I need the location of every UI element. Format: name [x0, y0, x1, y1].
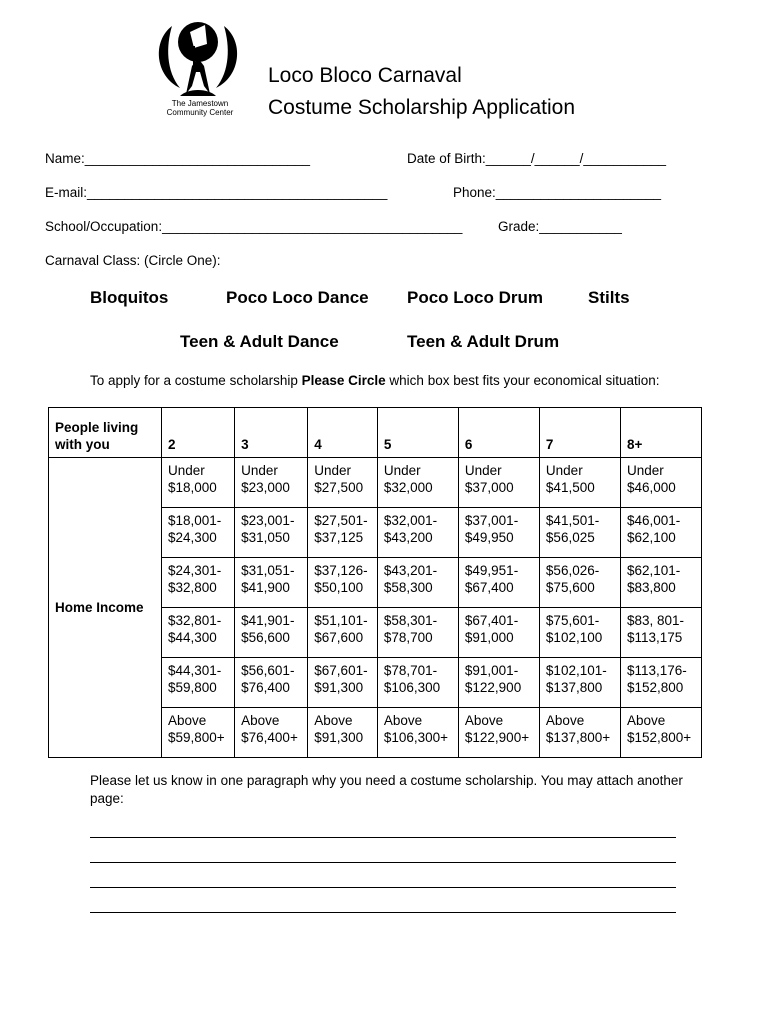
- income-cell[interactable]: $51,101- $67,600: [308, 608, 378, 658]
- income-cell[interactable]: Above $122,900+: [458, 708, 539, 758]
- income-cell[interactable]: Above $137,800+: [539, 708, 620, 758]
- income-cell[interactable]: $102,101- $137,800: [539, 658, 620, 708]
- income-cell[interactable]: Under $23,000: [235, 458, 308, 508]
- class-option-poco-loco-drum[interactable]: Poco Loco Drum: [407, 288, 544, 307]
- income-cell[interactable]: $44,301- $59,800: [162, 658, 235, 708]
- logo-text-line-2: Community Center: [166, 108, 234, 117]
- income-cell[interactable]: $31,051- $41,900: [235, 558, 308, 608]
- people-count: 7: [539, 408, 620, 458]
- people-label-1: People living: [55, 420, 139, 435]
- income-cell[interactable]: $32,801- $44,300: [162, 608, 235, 658]
- phone-field[interactable]: Phone:______________________: [453, 185, 661, 200]
- income-cell[interactable]: $23,001- $31,050: [235, 508, 308, 558]
- income-cell[interactable]: $24,301- $32,800: [162, 558, 235, 608]
- income-cell[interactable]: $56,026- $75,600: [539, 558, 620, 608]
- instruction-before: To apply for a costume scholarship: [90, 373, 302, 388]
- income-cell[interactable]: Under $27,500: [308, 458, 378, 508]
- table-row: [49, 458, 702, 508]
- home-income-label: Home Income: [49, 458, 162, 758]
- name-field[interactable]: Name:______________________________: [45, 151, 311, 166]
- answer-line-1[interactable]: [90, 837, 676, 838]
- carnaval-class-label: Carnaval Class: (Circle One):: [45, 253, 221, 268]
- title-line-2: Costume Scholarship Application: [268, 96, 576, 119]
- page-title: [268, 60, 575, 124]
- grade-field[interactable]: Grade:___________: [498, 219, 622, 234]
- date-of-birth-field[interactable]: Date of Birth:______/______/___________: [407, 151, 666, 166]
- income-cell[interactable]: Above $152,800+: [620, 708, 701, 758]
- income-cell[interactable]: $18,001- $24,300: [162, 508, 235, 558]
- income-cell[interactable]: $37,001- $49,950: [458, 508, 539, 558]
- income-cell[interactable]: $41,901- $56,600: [235, 608, 308, 658]
- people-count: 3: [235, 408, 308, 458]
- income-cell[interactable]: Under $37,000: [458, 458, 539, 508]
- class-option-teen-adult-dance[interactable]: Teen & Adult Dance: [180, 332, 339, 351]
- people-count: 4: [308, 408, 378, 458]
- income-cell[interactable]: $78,701- $106,300: [377, 658, 458, 708]
- income-cell[interactable]: $67,401- $91,000: [458, 608, 539, 658]
- income-cell[interactable]: Under $46,000: [620, 458, 701, 508]
- income-cell[interactable]: Under $32,000: [377, 458, 458, 508]
- people-count: 5: [377, 408, 458, 458]
- income-cell[interactable]: $43,201- $58,300: [377, 558, 458, 608]
- income-table: [48, 407, 702, 758]
- income-cell[interactable]: $32,001- $43,200: [377, 508, 458, 558]
- income-cell[interactable]: $83, 801- $113,175: [620, 608, 701, 658]
- income-cell[interactable]: $67,601- $91,300: [308, 658, 378, 708]
- email-field[interactable]: E-mail:________________________________________: [45, 185, 388, 200]
- class-option-poco-loco-dance[interactable]: Poco Loco Dance: [226, 288, 369, 307]
- income-cell[interactable]: $49,951- $67,400: [458, 558, 539, 608]
- income-cell[interactable]: Above $76,400+: [235, 708, 308, 758]
- income-cell[interactable]: $37,126- $50,100: [308, 558, 378, 608]
- instruction-after: which box best fits your economical situation:: [385, 373, 660, 388]
- income-cell[interactable]: $62,101- $83,800: [620, 558, 701, 608]
- people-count: 6: [458, 408, 539, 458]
- answer-line-2[interactable]: [90, 862, 676, 863]
- school-occupation-field[interactable]: School/Occupation:________________________________________: [45, 219, 463, 234]
- income-cell[interactable]: $41,501- $56,025: [539, 508, 620, 558]
- income-cell[interactable]: $75,601- $102,100: [539, 608, 620, 658]
- people-living-header: [49, 408, 162, 458]
- instruction-text: [90, 373, 660, 388]
- income-cell[interactable]: $58,301- $78,700: [377, 608, 458, 658]
- income-cell[interactable]: $46,001- $62,100: [620, 508, 701, 558]
- logo-text-line-1: The Jamestown: [171, 99, 229, 108]
- people-count: 2: [162, 408, 235, 458]
- income-cell[interactable]: Under $41,500: [539, 458, 620, 508]
- income-cell[interactable]: Above $106,300+: [377, 708, 458, 758]
- people-count: 8+: [620, 408, 701, 458]
- title-line-1: Loco Bloco Carnaval: [268, 64, 462, 87]
- class-option-bloquitos[interactable]: Bloquitos: [90, 288, 169, 307]
- income-cell[interactable]: Above $91,300: [308, 708, 378, 758]
- logo-text: [150, 99, 250, 117]
- class-option-teen-adult-drum[interactable]: Teen & Adult Drum: [407, 332, 560, 351]
- answer-line-3[interactable]: [90, 887, 676, 888]
- income-cell[interactable]: $27,501- $37,125: [308, 508, 378, 558]
- people-label-2: with you: [55, 437, 110, 452]
- class-option-stilts[interactable]: Stilts: [588, 288, 630, 307]
- income-cell[interactable]: Under $18,000: [162, 458, 235, 508]
- income-cell[interactable]: $91,001- $122,900: [458, 658, 539, 708]
- table-header-row: [49, 408, 702, 458]
- instruction-bold: Please Circle: [301, 373, 386, 388]
- income-cell[interactable]: $56,601- $76,400: [235, 658, 308, 708]
- paragraph-prompt: Please let us know in one paragraph why you need a costume scholarship. You may attach another page:: [90, 773, 683, 806]
- income-cell[interactable]: $113,176- $152,800: [620, 658, 701, 708]
- answer-line-4[interactable]: [90, 912, 676, 913]
- income-cell[interactable]: Above $59,800+: [162, 708, 235, 758]
